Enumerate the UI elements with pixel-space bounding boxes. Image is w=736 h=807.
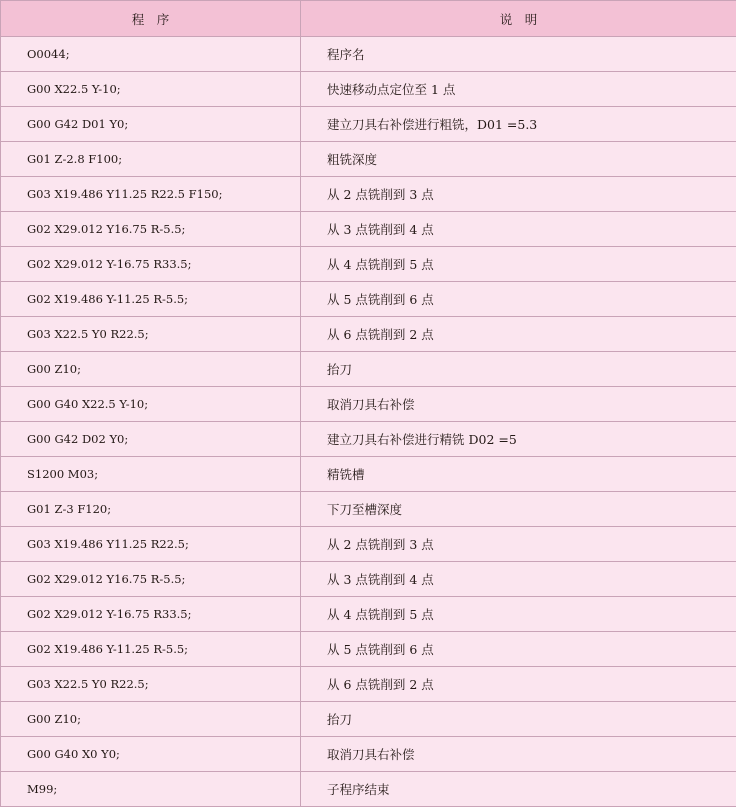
table-row [1, 772, 736, 807]
description-cell: 建立刀具右补偿进行精铣 D02 =5 [301, 422, 736, 457]
table-row [1, 632, 736, 667]
description-cell: 从 3 点铣削到 4 点 [301, 212, 736, 247]
description-cell: 取消刀具右补偿 [301, 737, 736, 772]
description-cell: 从 5 点铣削到 6 点 [301, 632, 736, 667]
table-row [1, 282, 736, 317]
table-row [1, 142, 736, 177]
table-header [1, 1, 736, 37]
code-cell: O0044; [1, 37, 301, 72]
table-body [1, 37, 736, 807]
code-cell: S1200 M03; [1, 457, 301, 492]
table-row [1, 562, 736, 597]
code-cell: G03 X19.486 Y11.25 R22.5 F150; [1, 177, 301, 212]
code-cell: G03 X19.486 Y11.25 R22.5; [1, 527, 301, 562]
table-row [1, 387, 736, 422]
table-row [1, 317, 736, 352]
code-cell: G02 X29.012 Y16.75 R-5.5; [1, 212, 301, 247]
table-row [1, 457, 736, 492]
code-cell: G00 Z10; [1, 352, 301, 387]
code-cell: G02 X29.012 Y-16.75 R33.5; [1, 597, 301, 632]
table-row [1, 107, 736, 142]
description-cell: 从 4 点铣削到 5 点 [301, 247, 736, 282]
table-row [1, 72, 736, 107]
code-cell: G00 G42 D02 Y0; [1, 422, 301, 457]
header-description-label: 说 明 [500, 10, 538, 28]
description-cell: 精铣槽 [301, 457, 736, 492]
description-cell: 抬刀 [301, 702, 736, 737]
description-cell: 从 6 点铣削到 2 点 [301, 667, 736, 702]
table-row [1, 667, 736, 702]
code-cell: G00 X22.5 Y-10; [1, 72, 301, 107]
header-row [1, 1, 736, 37]
code-cell: M99; [1, 772, 301, 807]
table-row [1, 527, 736, 562]
description-cell: 子程序结束 [301, 772, 736, 807]
description-cell: 取消刀具右补偿 [301, 387, 736, 422]
description-cell: 下刀至槽深度 [301, 492, 736, 527]
code-cell: G00 G40 X0 Y0; [1, 737, 301, 772]
description-cell: 粗铣深度 [301, 142, 736, 177]
description-cell: 从 2 点铣削到 3 点 [301, 527, 736, 562]
code-cell: G01 Z-3 F120; [1, 492, 301, 527]
code-cell: G00 G42 D01 Y0; [1, 107, 301, 142]
description-cell: 程序名 [301, 37, 736, 72]
code-cell: G02 X19.486 Y-11.25 R-5.5; [1, 282, 301, 317]
table-row [1, 737, 736, 772]
code-cell: G02 X19.486 Y-11.25 R-5.5; [1, 632, 301, 667]
table-row [1, 212, 736, 247]
code-cell: G00 Z10; [1, 702, 301, 737]
code-cell: G02 X29.012 Y-16.75 R33.5; [1, 247, 301, 282]
table-row [1, 352, 736, 387]
code-cell: G00 G40 X22.5 Y-10; [1, 387, 301, 422]
header-description [301, 1, 736, 37]
table-row [1, 597, 736, 632]
table-row [1, 492, 736, 527]
description-cell: 从 3 点铣削到 4 点 [301, 562, 736, 597]
table-row [1, 422, 736, 457]
description-cell: 建立刀具右补偿进行粗铣，D01 =5.3 [301, 107, 736, 142]
code-cell: G02 X29.012 Y16.75 R-5.5; [1, 562, 301, 597]
code-cell: G03 X22.5 Y0 R22.5; [1, 317, 301, 352]
description-cell: 快速移动点定位至 1 点 [301, 72, 736, 107]
table-row [1, 247, 736, 282]
code-cell: G01 Z-2.8 F100; [1, 142, 301, 177]
header-program-label: 程 序 [132, 10, 170, 28]
description-cell: 从 6 点铣削到 2 点 [301, 317, 736, 352]
table-row [1, 37, 736, 72]
code-cell: G03 X22.5 Y0 R22.5; [1, 667, 301, 702]
description-cell: 抬刀 [301, 352, 736, 387]
header-program [1, 1, 301, 37]
description-cell: 从 4 点铣削到 5 点 [301, 597, 736, 632]
description-cell: 从 5 点铣削到 6 点 [301, 282, 736, 317]
description-cell: 从 2 点铣削到 3 点 [301, 177, 736, 212]
table-row [1, 702, 736, 737]
table-row [1, 177, 736, 212]
